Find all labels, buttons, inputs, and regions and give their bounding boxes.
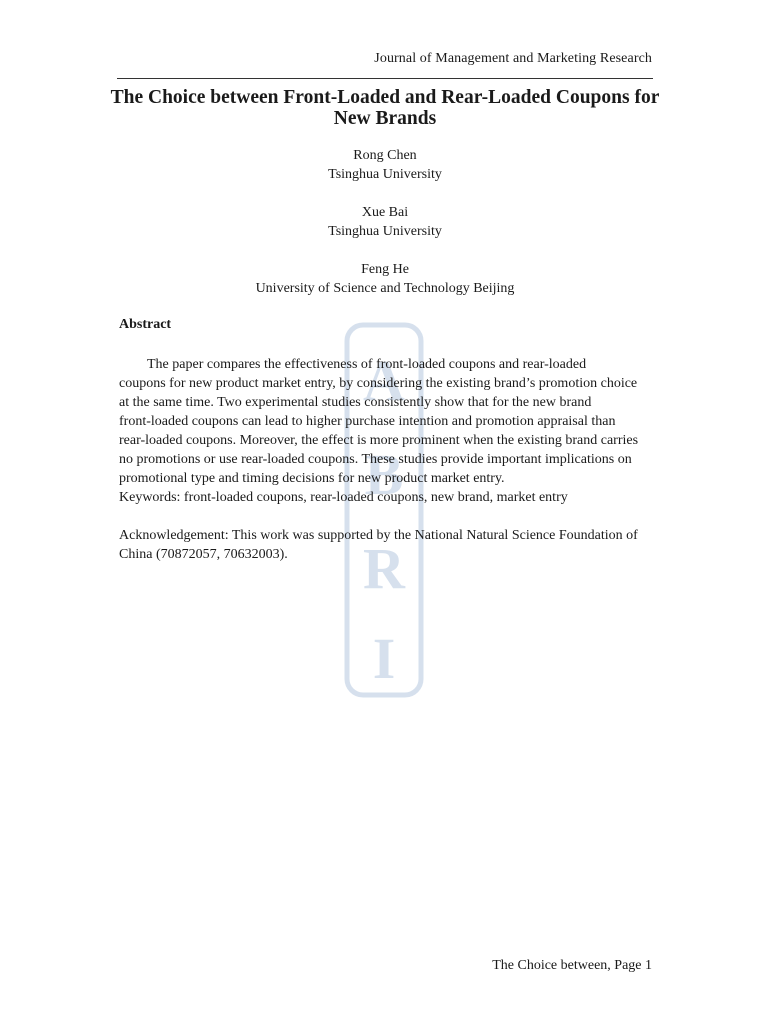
- title-line: The Choice between Front-Loaded and Rear-Loaded Coupons for: [110, 87, 660, 108]
- header-rule: [117, 78, 653, 79]
- paper-title: [110, 87, 660, 129]
- author-name: Xue Bai: [361, 205, 409, 220]
- author-block: [117, 203, 653, 241]
- keywords: Keywords: front-loaded coupons, rear-loaded coupons, new brand, market entry: [119, 490, 568, 505]
- svg-text:I: I: [372, 626, 396, 691]
- svg-text:B: B: [364, 442, 404, 507]
- svg-text:A: A: [363, 348, 405, 413]
- author-name: Feng He: [361, 262, 409, 277]
- abstract-body: [119, 355, 655, 507]
- abstract-line: at the same time. Two experimental studies consistently show that for the new brand: [119, 395, 592, 410]
- abstract-line: front-loaded coupons can lead to higher purchase intention and promotion appraisal than: [119, 414, 616, 429]
- abstract-line: coupons for new product market entry, by considering the existing brand’s promotion choice: [119, 376, 638, 391]
- author-block: [117, 146, 653, 184]
- abstract-line: no promotions or use rear-loaded coupons. These studies provide important implications on: [119, 452, 632, 467]
- acknowledgement: [119, 526, 655, 564]
- title-line: New Brands: [333, 108, 437, 129]
- acknowledgement-line: Acknowledgement: This work was supported by the National Natural Science Foundation of: [119, 528, 638, 543]
- author-affiliation: University of Science and Technology Beijing: [255, 281, 515, 296]
- acknowledgement-line: China (70872057, 70632003).: [119, 547, 288, 562]
- author-affiliation: Tsinghua University: [328, 224, 442, 239]
- author-block: [117, 260, 653, 298]
- author-affiliation: Tsinghua University: [328, 167, 442, 182]
- abstract-line: promotional type and timing decisions for new product market entry.: [119, 471, 505, 486]
- author-name: Rong Chen: [353, 148, 417, 163]
- abstract-line: rear-loaded coupons. Moreover, the effect is more prominent when the existing brand carries: [119, 433, 639, 448]
- svg-text:R: R: [363, 536, 405, 601]
- page-footer: The Choice between, Page 1: [492, 958, 652, 973]
- abstract-heading: Abstract: [119, 317, 172, 332]
- abstract-line: The paper compares the effectiveness of front-loaded coupons and rear-loaded: [147, 357, 587, 372]
- journal-name: Journal of Management and Marketing Research: [374, 51, 652, 66]
